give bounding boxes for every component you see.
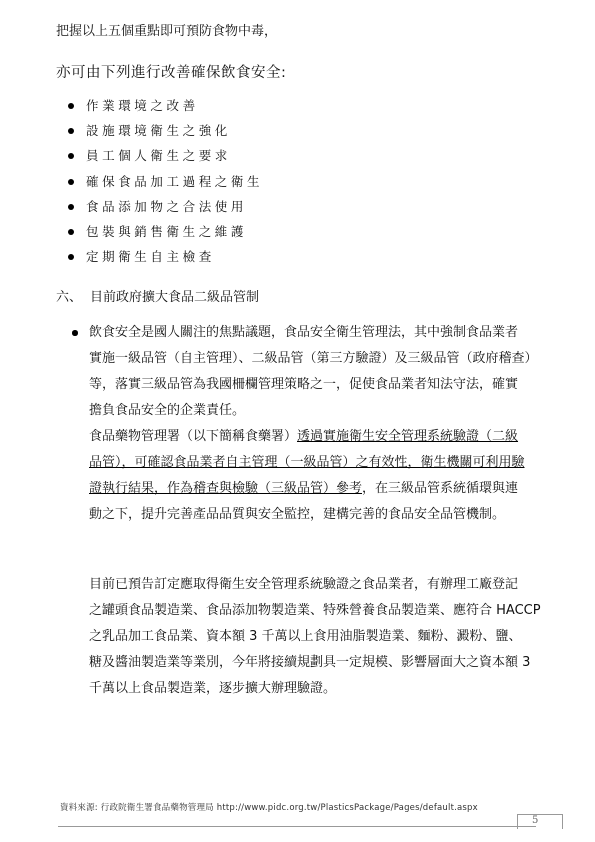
paragraph-line: 之罐頭食品製造業、食品添加物製造業、特殊營養食品製造業、應符合 HACCP bbox=[89, 603, 541, 618]
paragraph-line: 糖及醬油製造業等業別，今年將接續規劃具一定規模、影響層面大之資本額 3 bbox=[89, 655, 531, 670]
list-item-text: 設施環境衛生之強化 bbox=[86, 123, 231, 139]
section-title: 目前政府擴大食品二級品管制 bbox=[90, 290, 260, 305]
improvement-heading: 亦可由下列進行改善確保飲食安全: bbox=[56, 65, 287, 81]
paragraph-line bbox=[89, 424, 569, 450]
bullet-icon bbox=[72, 330, 78, 336]
paragraph-line: 目前已預告訂定應取得衛生安全管理系統驗證之食品業者，有辦理工廠登記 bbox=[89, 577, 519, 592]
bullet-icon bbox=[68, 204, 74, 210]
paragraph-food-safety-intro bbox=[89, 320, 569, 424]
paragraph-line: 飲食安全是國人關注的焦點議題，食品安全衛生管理法，其中強制食品業者 bbox=[89, 325, 519, 340]
bullet-icon bbox=[68, 229, 74, 235]
paragraph-text: ，在三級品管系統循環與連 bbox=[362, 481, 519, 496]
list-item bbox=[68, 247, 263, 272]
paragraph-announced-industries bbox=[89, 572, 569, 702]
list-item-text: 作業環境之改善 bbox=[86, 98, 199, 113]
bullet-icon bbox=[68, 128, 74, 134]
paragraph-line: 千萬以上食品製造業，逐步擴大辦理驗證。 bbox=[89, 681, 337, 696]
page-number-box bbox=[517, 814, 563, 829]
footer-divider bbox=[58, 826, 536, 827]
improvement-list bbox=[68, 96, 263, 272]
paragraph-line bbox=[89, 476, 569, 502]
underlined-text: 證執行結果，作為稽查與檢驗（三級品管）參考 bbox=[89, 481, 363, 496]
list-item bbox=[68, 197, 263, 222]
section-number: 六、 bbox=[56, 290, 83, 305]
paragraph-line: 擔負食品安全的企業責任。 bbox=[89, 403, 246, 418]
page-number: 5 bbox=[532, 815, 539, 826]
footer-source: 資料來源: 行政院衛生署食品藥物管理局 http://www.pidc.org.tw/PlasticsPackage/Pages/default.aspx bbox=[60, 803, 478, 813]
paragraph-line: 實施一級品管（自主管理）、二級品管（第三方驗證）及三級品管（政府稽查） bbox=[89, 351, 538, 366]
intro-sentence: 把握以上五個重點即可預防食物中毒， bbox=[56, 24, 278, 39]
bullet-icon bbox=[68, 254, 74, 260]
paragraph-text: 食品藥物管理署（以下簡稱食藥署） bbox=[89, 429, 298, 444]
bullet-icon bbox=[68, 179, 74, 185]
list-item bbox=[68, 222, 263, 247]
list-item bbox=[68, 96, 263, 121]
underlined-text: 品管），可確認食品業者自主管理（一級品管）之有效性，衛生機關可利用驗 bbox=[89, 455, 525, 470]
paragraph-line bbox=[89, 450, 569, 476]
paragraph-fda-verification bbox=[89, 424, 569, 528]
list-item bbox=[68, 146, 263, 171]
list-item-text: 定期衛生自主檢查 bbox=[86, 249, 215, 265]
paragraph-line: 之乳品加工食品業、資本額 3 千萬以上食用油脂製造業、麵粉、澱粉、鹽、 bbox=[89, 629, 522, 644]
paragraph-line: 等，落實三級品管為我國柵欄管理策略之一，促使食品業者知法守法，確實 bbox=[89, 377, 519, 392]
list-item-text: 食品添加物之合法使用 bbox=[86, 198, 248, 214]
bullet-icon bbox=[68, 153, 74, 159]
list-item-text: 確保食品加工過程之衛生 bbox=[86, 173, 264, 189]
list-item bbox=[68, 172, 263, 197]
bullet-icon bbox=[68, 103, 74, 109]
section-heading bbox=[56, 288, 259, 308]
list-item-text: 員工個人衛生之要求 bbox=[86, 148, 231, 164]
list-item-text: 包裝與銷售衛生之維護 bbox=[86, 223, 248, 239]
paragraph-line: 動之下，提升完善產品品質與安全監控，建構完善的食品安全品管機制。 bbox=[89, 507, 506, 522]
underlined-text: 透過實施衛生安全管理系統驗證（二級 bbox=[297, 429, 519, 444]
list-item bbox=[68, 121, 263, 146]
